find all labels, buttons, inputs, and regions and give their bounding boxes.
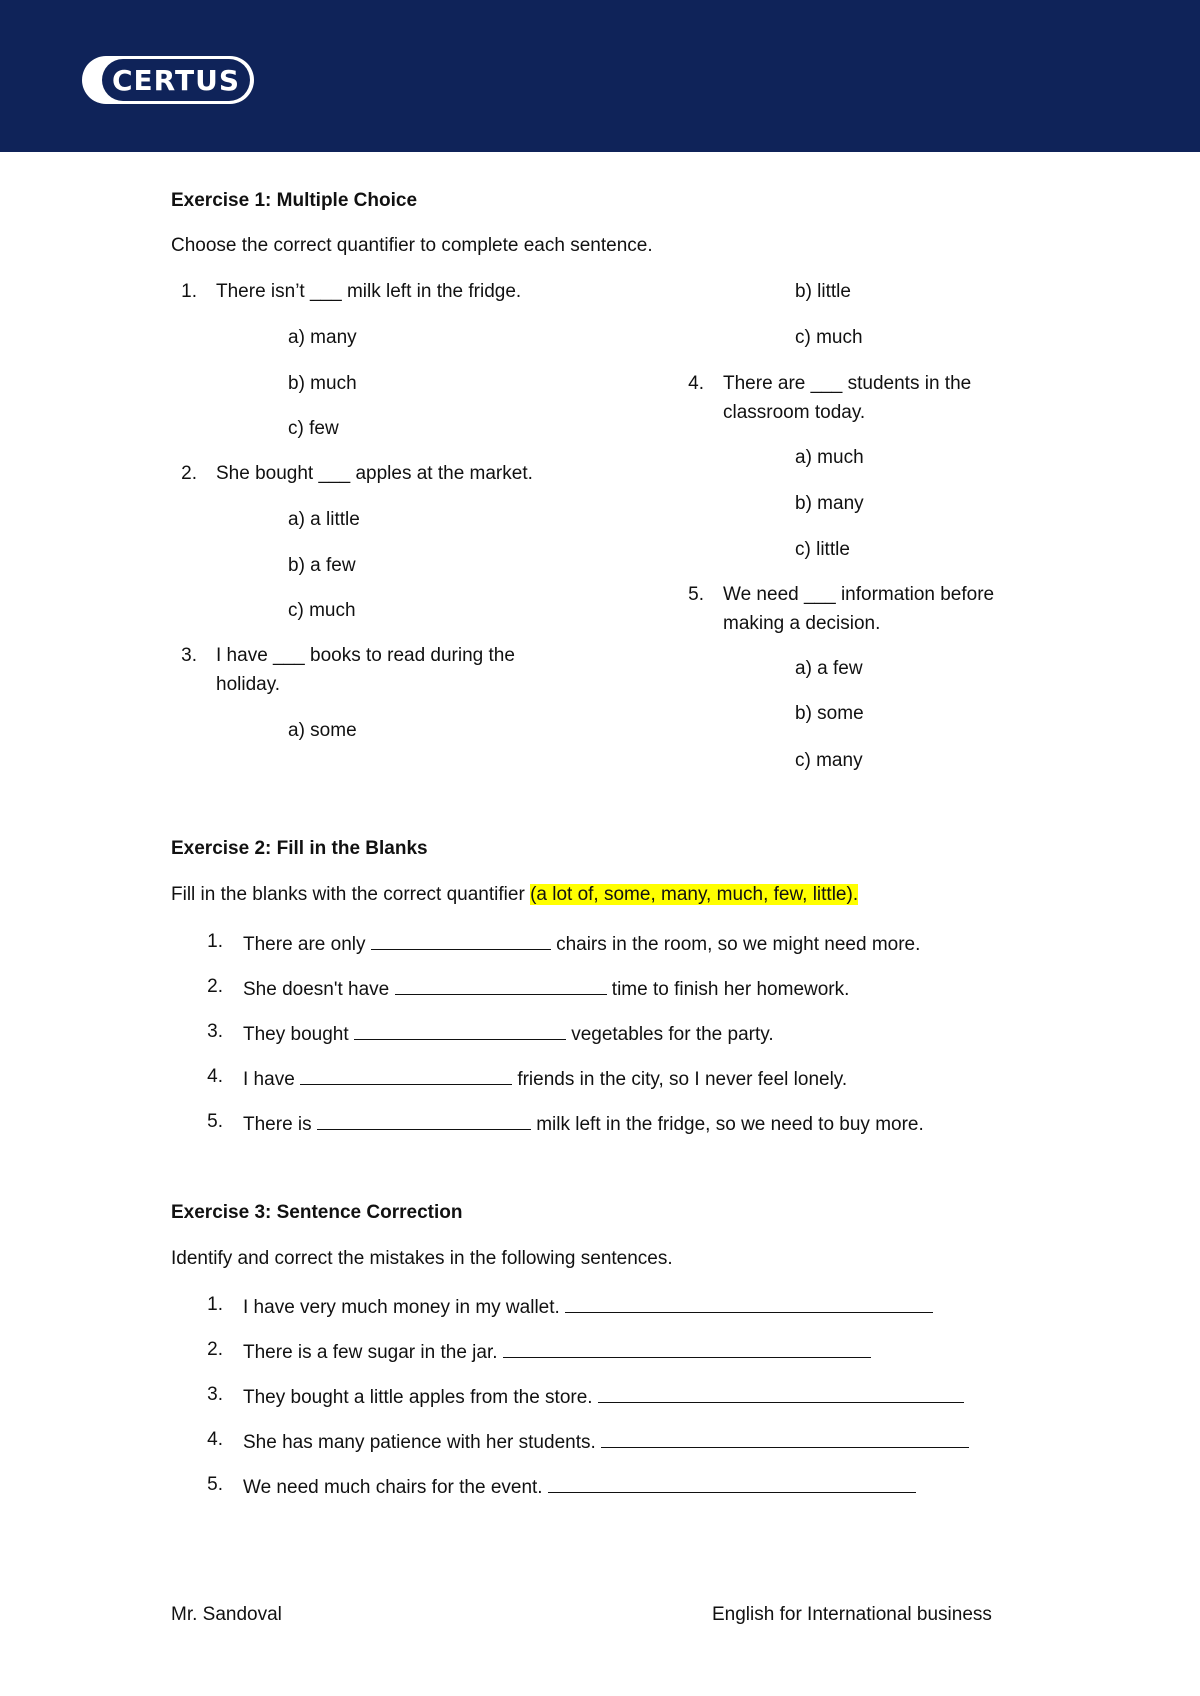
fill-blank-item — [243, 931, 920, 956]
item-text-before: She doesn't have — [243, 979, 395, 1000]
option: c) much — [795, 327, 863, 348]
answer-line[interactable] — [548, 1474, 916, 1493]
option: a) some — [288, 720, 357, 741]
logo-text: CERTUS — [112, 63, 240, 97]
option: b) many — [795, 493, 864, 514]
item-text: They bought a little apples from the store. — [243, 1387, 598, 1408]
item-text-after: friends in the city, so I never feel lonely. — [512, 1069, 848, 1090]
item-text-before: There are only — [243, 934, 371, 955]
item-number: 5. — [207, 1111, 223, 1132]
answer-blank[interactable] — [354, 1021, 566, 1040]
fill-blank-item — [243, 976, 849, 1001]
exercise-3-instruction: Identify and correct the mistakes in the following sentences. — [171, 1248, 673, 1269]
item-text-after: chairs in the room, so we might need more. — [550, 934, 921, 955]
fill-blank-item — [243, 1021, 774, 1046]
question-text: She bought ___ apples at the market. — [216, 463, 533, 484]
item-number: 1. — [207, 1294, 223, 1315]
correction-item — [243, 1384, 964, 1409]
option: a) a little — [288, 509, 360, 530]
instruction-text: Fill in the blanks with the correct quantifier — [171, 884, 531, 905]
correction-item — [243, 1474, 916, 1499]
option: a) many — [288, 327, 357, 348]
option: b) a few — [288, 555, 356, 576]
footer-course-name: English for International business — [712, 1604, 992, 1625]
question-text: There isn’t ___ milk left in the fridge. — [216, 281, 522, 302]
item-number: 3. — [207, 1384, 223, 1405]
fill-blank-item — [243, 1111, 924, 1136]
item-number: 4. — [207, 1066, 223, 1087]
item-text: She has many patience with her students. — [243, 1432, 602, 1453]
question-text-continued: classroom today. — [723, 402, 866, 423]
item-text: I have very much money in my wallet. — [243, 1297, 566, 1318]
item-text-before: I have — [243, 1069, 301, 1090]
question-text-continued: making a decision. — [723, 613, 881, 634]
exercise-3-title: Exercise 3: Sentence Correction — [171, 1202, 463, 1223]
option: b) some — [795, 703, 864, 724]
item-number: 4. — [207, 1429, 223, 1450]
option: c) many — [795, 750, 863, 771]
item-text-after: time to finish her homework. — [606, 979, 850, 1000]
correction-item — [243, 1339, 871, 1364]
correction-item — [243, 1429, 969, 1454]
question-text: We need ___ information before — [723, 584, 995, 605]
question-text-continued: holiday. — [216, 674, 281, 695]
answer-line[interactable] — [601, 1429, 969, 1448]
item-text-after: milk left in the fridge, so we need to buy more. — [530, 1114, 924, 1135]
footer-teacher-name: Mr. Sandoval — [171, 1604, 282, 1625]
item-text-before: They bought — [243, 1024, 354, 1045]
answer-blank[interactable] — [317, 1111, 531, 1130]
item-text: There is a few sugar in the jar. — [243, 1342, 503, 1363]
answer-blank[interactable] — [300, 1066, 512, 1085]
option: c) little — [795, 539, 850, 560]
item-text-after: vegetables for the party. — [565, 1024, 774, 1045]
question-number: 2. — [181, 463, 197, 484]
answer-line[interactable] — [598, 1384, 964, 1403]
exercise-1-instruction: Choose the correct quantifier to complete each sentence. — [171, 235, 653, 256]
item-number: 3. — [207, 1021, 223, 1042]
answer-line[interactable] — [503, 1339, 871, 1358]
question-number: 1. — [181, 281, 197, 302]
exercise-1-title: Exercise 1: Multiple Choice — [171, 190, 418, 211]
item-number: 2. — [207, 1339, 223, 1360]
option: c) few — [288, 418, 339, 439]
option: b) much — [288, 373, 357, 394]
question-number: 5. — [688, 584, 704, 605]
answer-blank[interactable] — [371, 931, 551, 950]
question-number: 4. — [688, 373, 704, 394]
exercise-2-instruction — [171, 884, 858, 906]
item-number: 5. — [207, 1474, 223, 1495]
item-number: 2. — [207, 976, 223, 997]
option: c) much — [288, 600, 356, 621]
option: a) a few — [795, 658, 863, 679]
question-text: I have ___ books to read during the — [216, 645, 515, 666]
question-text: There are ___ students in the — [723, 373, 972, 394]
item-text: We need much chairs for the event. — [243, 1477, 548, 1498]
option: a) much — [795, 447, 864, 468]
answer-line[interactable] — [565, 1294, 933, 1313]
item-text-before: There is — [243, 1114, 317, 1135]
answer-blank[interactable] — [395, 976, 607, 995]
fill-blank-item — [243, 1066, 847, 1091]
question-number: 3. — [181, 645, 197, 666]
highlighted-quantifiers: (a lot of, some, many, much, few, little). — [530, 884, 859, 905]
exercise-2-title: Exercise 2: Fill in the Blanks — [171, 838, 428, 859]
item-number: 1. — [207, 931, 223, 952]
option: b) little — [795, 281, 851, 302]
correction-item — [243, 1294, 933, 1319]
